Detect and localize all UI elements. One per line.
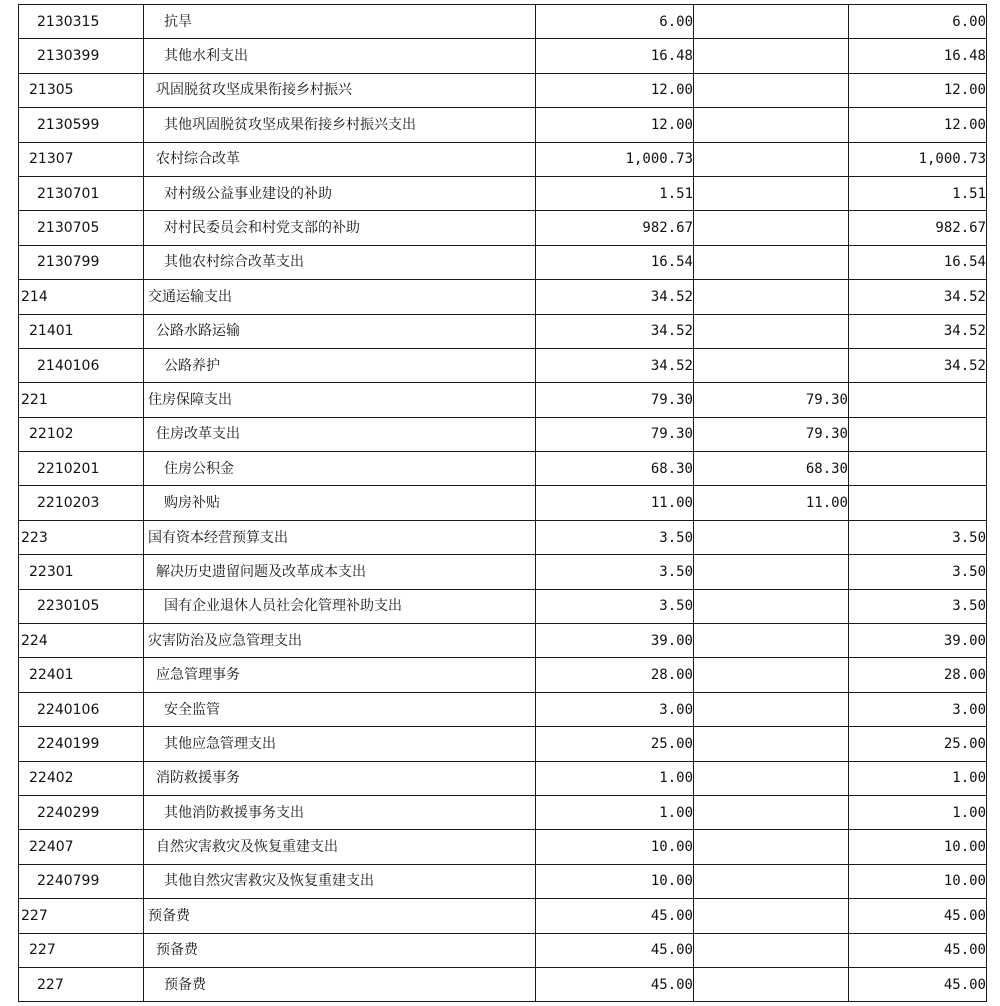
table-row xyxy=(19,348,987,382)
basic-expenditure-cell xyxy=(694,692,849,726)
total-amount-cell: 34.52 xyxy=(536,280,694,314)
total-amount-cell: 1,000.73 xyxy=(536,142,694,176)
total-amount-cell: 45.00 xyxy=(536,933,694,967)
total-amount-cell: 3.50 xyxy=(536,589,694,623)
classification-code-cell: 21307 xyxy=(19,142,144,176)
item-name-cell: 购房补贴 xyxy=(144,486,536,520)
total-amount-cell: 39.00 xyxy=(536,624,694,658)
classification-code-cell: 2130399 xyxy=(19,39,144,73)
project-expenditure-cell: 45.00 xyxy=(849,967,987,1001)
total-amount-cell: 11.00 xyxy=(536,486,694,520)
classification-code-cell: 21305 xyxy=(19,73,144,107)
basic-expenditure-cell xyxy=(694,245,849,279)
basic-expenditure-cell xyxy=(694,933,849,967)
project-expenditure-cell: 3.50 xyxy=(849,555,987,589)
classification-code-cell: 22402 xyxy=(19,761,144,795)
total-amount-cell: 982.67 xyxy=(536,211,694,245)
project-expenditure-cell: 34.52 xyxy=(849,280,987,314)
basic-expenditure-cell xyxy=(694,761,849,795)
table-row xyxy=(19,761,987,795)
total-amount-cell: 3.50 xyxy=(536,520,694,554)
classification-code-cell: 2130315 xyxy=(19,5,144,39)
total-amount-cell: 10.00 xyxy=(536,830,694,864)
classification-code-cell: 2140106 xyxy=(19,348,144,382)
project-expenditure-cell: 45.00 xyxy=(849,933,987,967)
item-name-cell: 交通运输支出 xyxy=(144,280,536,314)
item-name-cell: 巩固脱贫攻坚成果衔接乡村振兴 xyxy=(144,73,536,107)
total-amount-cell: 16.54 xyxy=(536,245,694,279)
classification-code-cell: 2130799 xyxy=(19,245,144,279)
item-name-cell: 其他水利支出 xyxy=(144,39,536,73)
item-name-cell: 应急管理事务 xyxy=(144,658,536,692)
basic-expenditure-cell xyxy=(694,624,849,658)
table-row xyxy=(19,520,987,554)
table-row xyxy=(19,245,987,279)
classification-code-cell: 227 xyxy=(19,933,144,967)
project-expenditure-cell: 16.54 xyxy=(849,245,987,279)
total-amount-cell: 3.00 xyxy=(536,692,694,726)
item-name-cell: 灾害防治及应急管理支出 xyxy=(144,624,536,658)
total-amount-cell: 12.00 xyxy=(536,108,694,142)
item-name-cell: 解决历史遗留问题及改革成本支出 xyxy=(144,555,536,589)
classification-code-cell: 2130599 xyxy=(19,108,144,142)
table-row xyxy=(19,383,987,417)
project-expenditure-cell: 3.50 xyxy=(849,589,987,623)
basic-expenditure-cell xyxy=(694,314,849,348)
total-amount-cell: 68.30 xyxy=(536,452,694,486)
project-expenditure-cell: 45.00 xyxy=(849,899,987,933)
project-expenditure-cell: 28.00 xyxy=(849,658,987,692)
item-name-cell: 公路养护 xyxy=(144,348,536,382)
project-expenditure-cell: 1,000.73 xyxy=(849,142,987,176)
table-row xyxy=(19,211,987,245)
total-amount-cell: 45.00 xyxy=(536,967,694,1001)
classification-code-cell: 2240299 xyxy=(19,795,144,829)
project-expenditure-cell: 39.00 xyxy=(849,624,987,658)
budget-expenditure-table xyxy=(18,4,987,1002)
basic-expenditure-cell xyxy=(694,589,849,623)
project-expenditure-cell: 3.50 xyxy=(849,520,987,554)
total-amount-cell: 28.00 xyxy=(536,658,694,692)
item-name-cell: 国有企业退休人员社会化管理补助支出 xyxy=(144,589,536,623)
basic-expenditure-cell: 79.30 xyxy=(694,417,849,451)
item-name-cell: 抗旱 xyxy=(144,5,536,39)
total-amount-cell: 16.48 xyxy=(536,39,694,73)
item-name-cell: 对村级公益事业建设的补助 xyxy=(144,176,536,210)
classification-code-cell: 224 xyxy=(19,624,144,658)
total-amount-cell: 3.50 xyxy=(536,555,694,589)
classification-code-cell: 2230105 xyxy=(19,589,144,623)
table-row xyxy=(19,658,987,692)
total-amount-cell: 10.00 xyxy=(536,864,694,898)
table-row xyxy=(19,727,987,761)
project-expenditure-cell: 34.52 xyxy=(849,314,987,348)
table-row xyxy=(19,899,987,933)
project-expenditure-cell: 12.00 xyxy=(849,108,987,142)
item-name-cell: 住房公积金 xyxy=(144,452,536,486)
item-name-cell: 其他应急管理支出 xyxy=(144,727,536,761)
project-expenditure-cell: 34.52 xyxy=(849,348,987,382)
item-name-cell: 农村综合改革 xyxy=(144,142,536,176)
project-expenditure-cell xyxy=(849,383,987,417)
classification-code-cell: 22407 xyxy=(19,830,144,864)
classification-code-cell: 2130705 xyxy=(19,211,144,245)
item-name-cell: 公路水路运输 xyxy=(144,314,536,348)
classification-code-cell: 22401 xyxy=(19,658,144,692)
project-expenditure-cell xyxy=(849,486,987,520)
basic-expenditure-cell xyxy=(694,108,849,142)
item-name-cell: 预备费 xyxy=(144,967,536,1001)
item-name-cell: 国有资本经营预算支出 xyxy=(144,520,536,554)
project-expenditure-cell: 6.00 xyxy=(849,5,987,39)
project-expenditure-cell: 3.00 xyxy=(849,692,987,726)
total-amount-cell: 34.52 xyxy=(536,348,694,382)
basic-expenditure-cell xyxy=(694,899,849,933)
project-expenditure-cell: 1.00 xyxy=(849,761,987,795)
project-expenditure-cell: 12.00 xyxy=(849,73,987,107)
table-row xyxy=(19,830,987,864)
basic-expenditure-cell xyxy=(694,658,849,692)
table-row xyxy=(19,486,987,520)
classification-code-cell: 2210203 xyxy=(19,486,144,520)
project-expenditure-cell xyxy=(849,417,987,451)
basic-expenditure-cell xyxy=(694,555,849,589)
item-name-cell: 其他自然灾害救灾及恢复重建支出 xyxy=(144,864,536,898)
basic-expenditure-cell: 11.00 xyxy=(694,486,849,520)
total-amount-cell: 1.00 xyxy=(536,761,694,795)
classification-code-cell: 227 xyxy=(19,967,144,1001)
item-name-cell: 其他消防救援事务支出 xyxy=(144,795,536,829)
table-row xyxy=(19,108,987,142)
basic-expenditure-cell xyxy=(694,520,849,554)
table-row xyxy=(19,5,987,39)
project-expenditure-cell: 25.00 xyxy=(849,727,987,761)
total-amount-cell: 12.00 xyxy=(536,73,694,107)
classification-code-cell: 2240199 xyxy=(19,727,144,761)
item-name-cell: 预备费 xyxy=(144,933,536,967)
basic-expenditure-cell xyxy=(694,280,849,314)
basic-expenditure-cell xyxy=(694,795,849,829)
item-name-cell: 住房保障支出 xyxy=(144,383,536,417)
table-row xyxy=(19,39,987,73)
classification-code-cell: 2130701 xyxy=(19,176,144,210)
basic-expenditure-cell xyxy=(694,5,849,39)
table-row xyxy=(19,624,987,658)
classification-code-cell: 227 xyxy=(19,899,144,933)
basic-expenditure-cell xyxy=(694,211,849,245)
table-row xyxy=(19,314,987,348)
total-amount-cell: 1.51 xyxy=(536,176,694,210)
table-row xyxy=(19,864,987,898)
item-name-cell: 安全监管 xyxy=(144,692,536,726)
classification-code-cell: 21401 xyxy=(19,314,144,348)
basic-expenditure-cell xyxy=(694,142,849,176)
classification-code-cell: 2210201 xyxy=(19,452,144,486)
item-name-cell: 其他农村综合改革支出 xyxy=(144,245,536,279)
total-amount-cell: 79.30 xyxy=(536,417,694,451)
table-row xyxy=(19,176,987,210)
table-row xyxy=(19,589,987,623)
classification-code-cell: 214 xyxy=(19,280,144,314)
basic-expenditure-cell xyxy=(694,348,849,382)
project-expenditure-cell: 10.00 xyxy=(849,830,987,864)
basic-expenditure-cell xyxy=(694,864,849,898)
classification-code-cell: 22301 xyxy=(19,555,144,589)
project-expenditure-cell: 10.00 xyxy=(849,864,987,898)
classification-code-cell: 22102 xyxy=(19,417,144,451)
classification-code-cell: 2240799 xyxy=(19,864,144,898)
classification-code-cell: 221 xyxy=(19,383,144,417)
total-amount-cell: 45.00 xyxy=(536,899,694,933)
basic-expenditure-cell xyxy=(694,176,849,210)
table-row xyxy=(19,967,987,1001)
total-amount-cell: 79.30 xyxy=(536,383,694,417)
table-row xyxy=(19,555,987,589)
project-expenditure-cell: 1.00 xyxy=(849,795,987,829)
classification-code-cell: 223 xyxy=(19,520,144,554)
total-amount-cell: 34.52 xyxy=(536,314,694,348)
item-name-cell: 住房改革支出 xyxy=(144,417,536,451)
project-expenditure-cell: 16.48 xyxy=(849,39,987,73)
total-amount-cell: 1.00 xyxy=(536,795,694,829)
basic-expenditure-cell xyxy=(694,727,849,761)
basic-expenditure-cell xyxy=(694,830,849,864)
table-row xyxy=(19,933,987,967)
table-row xyxy=(19,280,987,314)
basic-expenditure-cell xyxy=(694,39,849,73)
table-row xyxy=(19,417,987,451)
basic-expenditure-cell: 68.30 xyxy=(694,452,849,486)
table-row xyxy=(19,692,987,726)
basic-expenditure-cell xyxy=(694,73,849,107)
item-name-cell: 自然灾害救灾及恢复重建支出 xyxy=(144,830,536,864)
item-name-cell: 消防救援事务 xyxy=(144,761,536,795)
item-name-cell: 对村民委员会和村党支部的补助 xyxy=(144,211,536,245)
classification-code-cell: 2240106 xyxy=(19,692,144,726)
basic-expenditure-cell xyxy=(694,967,849,1001)
project-expenditure-cell xyxy=(849,452,987,486)
item-name-cell: 其他巩固脱贫攻坚成果衔接乡村振兴支出 xyxy=(144,108,536,142)
table-row xyxy=(19,73,987,107)
project-expenditure-cell: 1.51 xyxy=(849,176,987,210)
table-row xyxy=(19,452,987,486)
total-amount-cell: 6.00 xyxy=(536,5,694,39)
table-row xyxy=(19,142,987,176)
basic-expenditure-cell: 79.30 xyxy=(694,383,849,417)
project-expenditure-cell: 982.67 xyxy=(849,211,987,245)
item-name-cell: 预备费 xyxy=(144,899,536,933)
table-row xyxy=(19,795,987,829)
total-amount-cell: 25.00 xyxy=(536,727,694,761)
table-body xyxy=(19,5,987,1002)
